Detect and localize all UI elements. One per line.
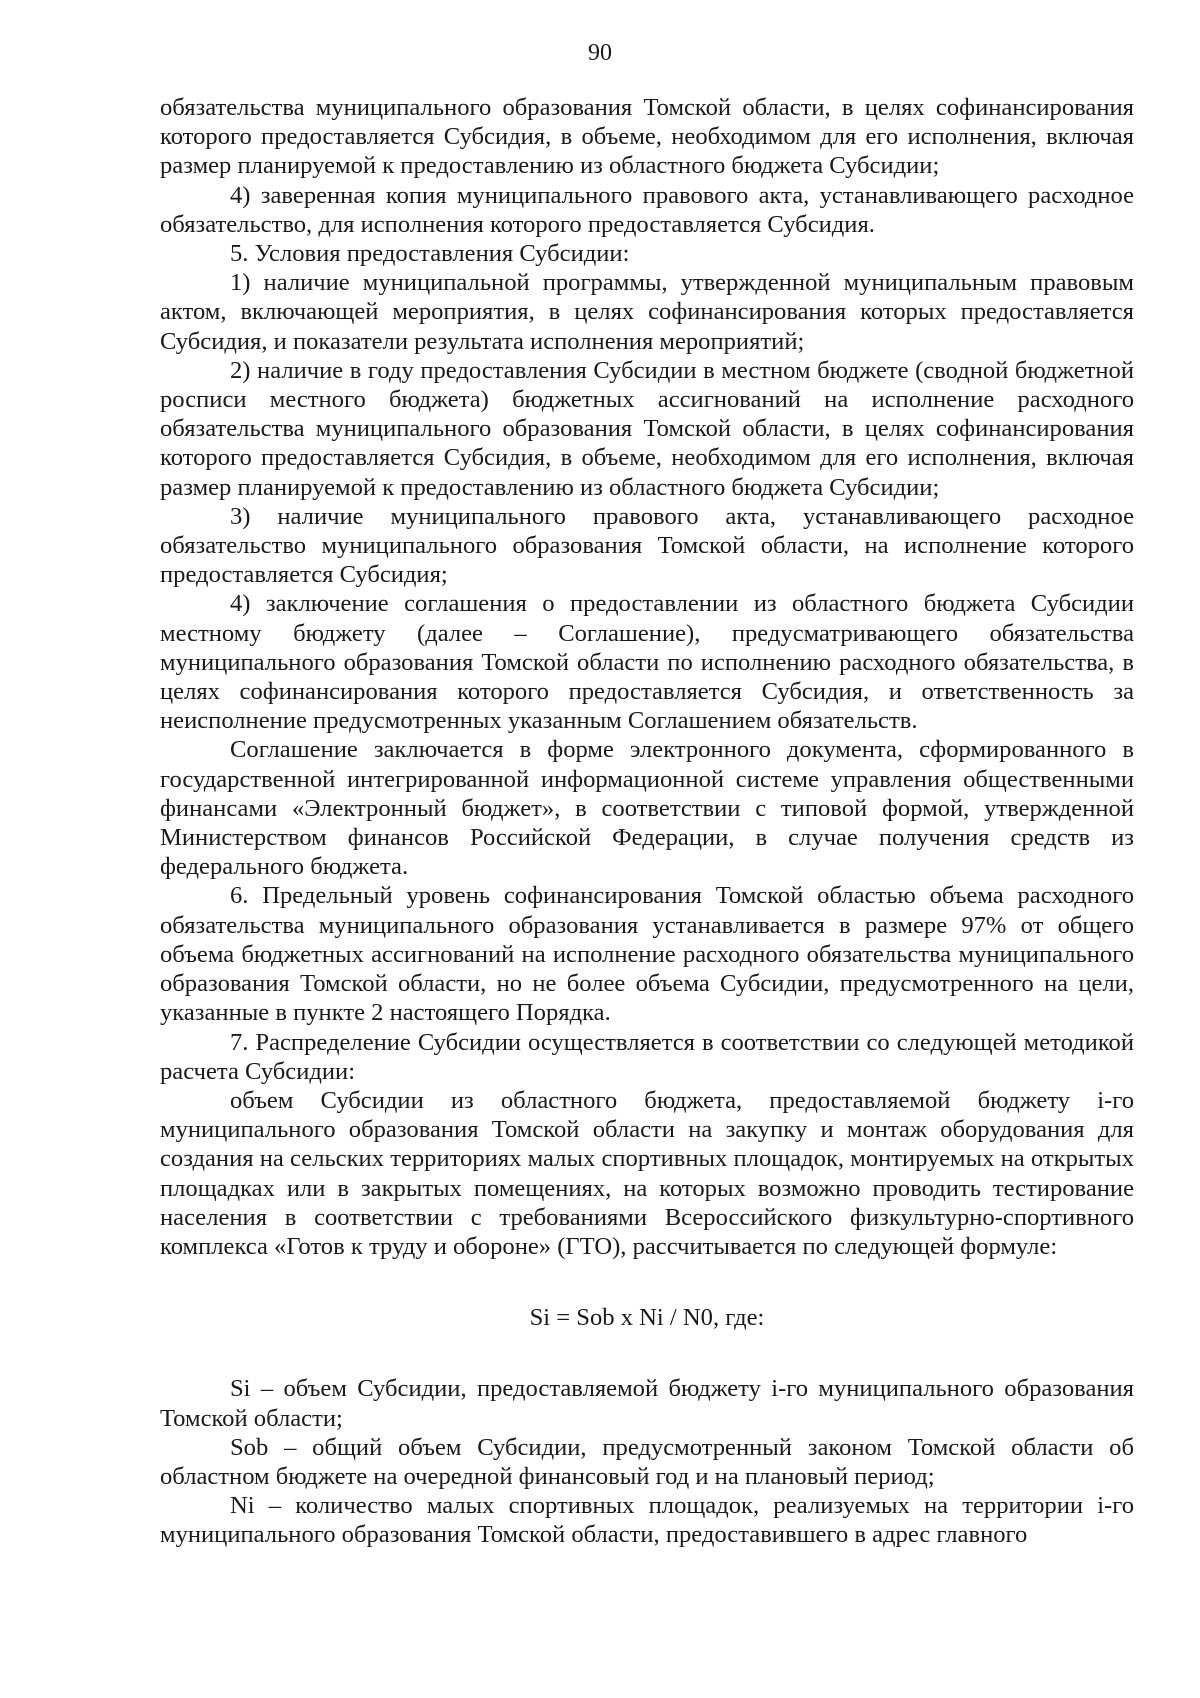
definition-ni: Ni – количество малых спортивных площадок, реализуемых на территории i-го муниципального образования Томской области, предоставившего в адрес главного xyxy=(160,1492,1134,1549)
paragraph-condition-2: 2) наличие в году предоставления Субсидии в местном бюджете (сводной бюджетной росписи местного бюджета) бюджетных ассигнований на исполнение расходного обязательства муниципального образования Томской области, в целях софинансирования которого предоставляется Субсидия, в объеме, необходимом для его исполнения, включая размер планируемой к предоставлению из областного бюджета Субсидии; xyxy=(160,356,1134,501)
definition-sob: Sob – общий объем Субсидии, предусмотренный законом Томской области об областном бюджете на очередной финансовый год и на плановый период; xyxy=(160,1433,1134,1490)
paragraph-section-7: 7. Распределение Субсидии осуществляется в соответствии со следующей методикой расчета Субсидии: xyxy=(160,1028,1134,1085)
paragraph-section-6: 6. Предельный уровень софинансирования Томской областью объема расходного обязательства муниципального образования устанавливается в размере 97% от общего объема бюджетных ассигнований на исполнение расходного обязательства муниципального образования Томской области, но не более объема Субсидии, предусмотренного на цели, указанные в пункте 2 настоящего Порядка. xyxy=(160,882,1134,1027)
formula: Si = Sob x Ni / N0, где: xyxy=(529,1304,765,1332)
page-number: 90 xyxy=(588,40,612,66)
paragraph-condition-1: 1) наличие муниципальной программы, утвержденной муниципальным правовым актом, включающей мероприятия, в целях софинансирования которых предоставляется Субсидия, и показатели результата исполнения мероприятий; xyxy=(160,269,1134,355)
paragraph-subsidy-volume: объем Субсидии из областного бюджета, предоставляемой бюджету i-го муниципального образования Томской области на закупку и монтаж оборудования для создания на сельских территориях малых спортивных площадок, монтируемых на открытых площадках или в закрытых помещениях, на которых возможно проводить тестирование населения в соответствии с требованиями Всероссийского физкультурно-спортивного комплекса «Готов к труду и обороне» (ГТО), рассчитывается по следующей формуле: xyxy=(160,1086,1134,1260)
paragraph-section-5-heading: 5. Условия предоставления Субсидии: xyxy=(230,240,630,268)
document-body xyxy=(160,93,1134,1550)
paragraph-condition-3: 3) наличие муниципального правового акта, устанавливающего расходное обязательство муниципального образования Томской области, на исполнение которого предоставляется Субсидия; xyxy=(160,502,1134,589)
paragraph-agreement-form: Соглашение заключается в форме электронного документа, сформированного в государственной интегрированной информационной системе управления общественными финансами «Электронный бюджет», в соответствии с типовой формой, утвержденной Министерством финансов Российской Федерации, в случае получения средств из федерального бюджета. xyxy=(160,736,1134,881)
paragraph-item-4-certified-copy: 4) заверенная копия муниципального правового акта, устанавливающего расходное обязательство, для исполнения которого предоставляется Субсидия. xyxy=(160,181,1134,238)
paragraph-continuation: обязательства муниципального образования Томской области, в целях софинансирования которого предоставляется Субсидия, в объеме, необходимом для его исполнения, включая размер планируемой к предоставлению из областного бюджета Субсидии; xyxy=(160,94,1134,180)
definition-si: Si – объем Субсидии, предоставляемой бюджету i-го муниципального образования Томской области; xyxy=(160,1375,1134,1432)
paragraph-condition-4: 4) заключение соглашения о предоставлении из областного бюджета Субсидии местному бюджету (далее – Соглашение), предусматривающего обязательства муниципального образования Томской области по исполнению расходного обязательства, в целях софинансирования которого предоставляется Субсидия, и ответственность за неисполнение предусмотренных указанным Соглашением обязательств. xyxy=(160,590,1134,735)
